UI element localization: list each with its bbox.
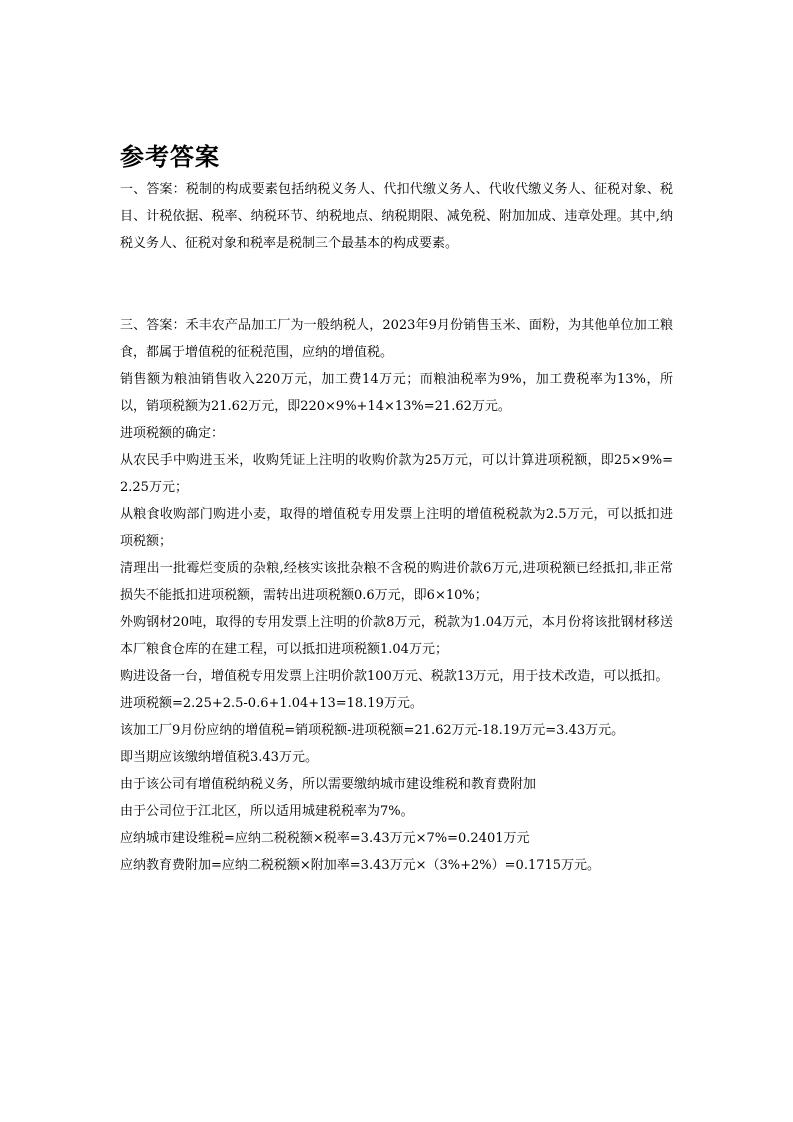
paragraph: 购进设备一台，增值税专用发票上注明价款100万元、税款13万元，用于技术改造，可以抵扣。 (120, 669, 669, 684)
paragraph: 从农民手中购进玉米，收购凭证上注明的收购价款为25万元，可以计算进项税额，即25×9%=2.25万元； (120, 453, 673, 495)
paragraph: 进项税额=2.25+2.5-0.6+1.04+13=18.19万元。 (120, 696, 423, 711)
paragraph: 应纳城市建设维税=应纳二税税额×税率=3.43万元×7%=0.2401万元 (120, 831, 530, 846)
paragraph: 即当期应该缴纳增值税3.43万元。 (120, 750, 318, 765)
paragraph: 销售额为粮油销售收入220万元，加工费14万元；而粮油税率为9%，加工费税率为13%，所以，销项税额为21.62万元，即220×9%+14×13%=21.62万元。 (120, 372, 673, 414)
paragraph: 进项税额的确定： (120, 426, 225, 441)
page-title: 参考答案 (120, 143, 220, 171)
paragraph: 三、答案：禾丰农产品加工厂为一般纳税人，2023年9月份销售玉米、面粉，为其他单位加工粮食，都属于增值税的征税范围，应纳的增值税。 (120, 318, 673, 360)
paragraph: 从粮食收购部门购进小麦，取得的增值税专用发票上注明的增值税税款为2.5万元，可以抵扣进项税额； (120, 507, 673, 549)
paragraph: 应纳教育费附加=应纳二税税额×附加率=3.43万元×（3%+2%）=0.1715万元。 (120, 858, 601, 873)
section-gap (120, 257, 673, 312)
section-1 (120, 176, 673, 257)
paragraph: 该加工厂9月份应纳的增值税=销项税额-进项税额=21.62万元-18.19万元=3.43万元。 (120, 723, 625, 738)
paragraph: 一、答案：税制的构成要素包括纳税义务人、代扣代缴义务人、代收代缴义务人、征税对象、税目、计税依据、税率、纳税环节、纳税地点、纳税期限、减免税、附加加成、违章处理。其中,纳税义务人、征税对象和税率是税制三个最基本的构成要素。 (120, 182, 673, 251)
section-3 (120, 312, 673, 879)
paragraph: 由于公司位于江北区，所以适用城建税税率为7%。 (120, 804, 414, 819)
paragraph: 外购钢材20吨，取得的专用发票上注明的价款8万元，税款为1.04万元，本月份将该批钢材移送本厂粮食仓库的在建工程，可以抵扣进项税额1.04万元； (120, 615, 673, 657)
paragraph: 由于该公司有增值税纳税义务，所以需要缴纳城市建设维税和教育费附加 (120, 777, 537, 792)
paragraph: 清理出一批霉烂变质的杂粮,经核实该批杂粮不含税的购进价款6万元,进项税额已经抵扣,非正常损失不能抵扣进项税额，需转出进项税额0.6万元，即6×10%； (120, 561, 673, 603)
